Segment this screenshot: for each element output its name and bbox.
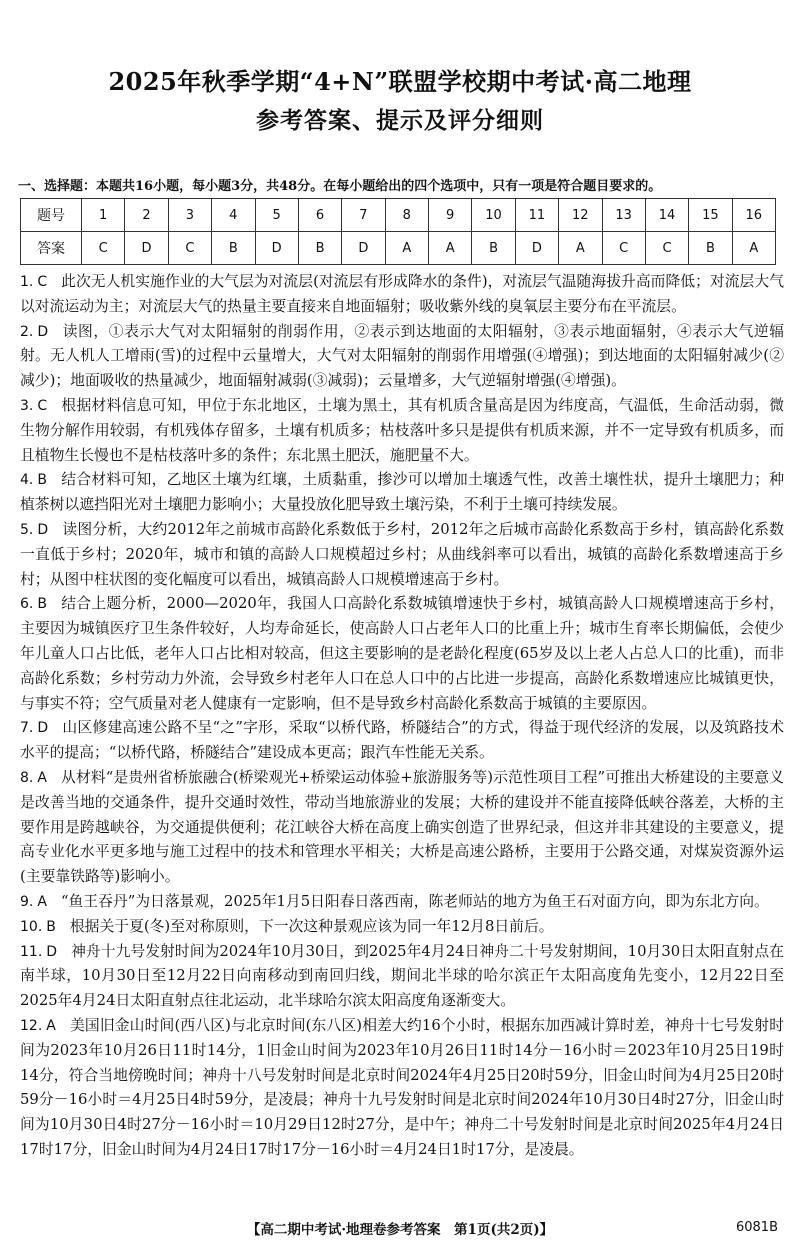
question-number-cell: 15 — [689, 199, 732, 232]
item-answer: B — [37, 472, 47, 489]
item-number: 7. — [20, 720, 34, 737]
item-number: 9. — [20, 893, 34, 910]
question-number-cell: 11 — [515, 199, 558, 232]
item-answer: B — [37, 596, 47, 613]
question-number-cell: 14 — [645, 199, 688, 232]
item-answer: D — [37, 323, 49, 340]
answer-cell: A — [559, 232, 602, 265]
answer-cell: A — [429, 232, 472, 265]
item-text: 读图，①表示大气对太阳辐射的削弱作用，②表示到达地面的太阳辐射，③表示地面辐射，④表示大气逆辐射。无人机人工增雨(雪)的过程中云量增大，大气对太阳辐射的削弱作用增强(④增强)；到达地面的太阳辐射减少(②减少)；地面吸收的热量减少，地面辐射减弱(③减弱)；云量增多，大气逆辐射增强(④增强)。 — [20, 322, 784, 390]
item-number: 4. — [20, 472, 34, 489]
answer-cell: D — [515, 232, 558, 265]
item-answer: A — [37, 769, 47, 786]
item-number: 11. — [20, 943, 43, 960]
item-text: 根据关于夏(冬)至对称原则，下一次这种景观应该为同一年12月8日前后。 — [69, 917, 554, 935]
answer-cell: D — [255, 232, 298, 265]
item-answer: D — [37, 720, 49, 737]
item-text: 山区修建高速公路不呈“之”字形，采取“以桥代路，桥隧结合”的方式，得益于现代经济的发展，以及筑路技术水平的提高；“以桥代路，桥隧结合”建设成本更高；跟汽车性能无关系。 — [20, 719, 784, 762]
explanation-item — [20, 468, 784, 518]
row-label-number: 题号 — [21, 199, 82, 232]
question-number-cell: 12 — [559, 199, 602, 232]
answer-cell: D — [342, 232, 385, 265]
item-number: 10. — [20, 918, 43, 935]
explanation-item — [20, 716, 784, 766]
question-number-cell: 8 — [385, 199, 428, 232]
explanation-item — [20, 270, 784, 320]
answer-cell: B — [298, 232, 341, 265]
question-number-cell: 13 — [602, 199, 645, 232]
question-number-cell: 5 — [255, 199, 298, 232]
item-answer: D — [46, 943, 58, 960]
answer-table — [20, 198, 776, 265]
page-subtitle: 参考答案、提示及评分细则 — [256, 107, 544, 134]
item-answer: C — [37, 274, 48, 290]
explanation-item — [20, 940, 784, 1014]
question-number-cell: 9 — [429, 199, 472, 232]
explanation-item — [20, 592, 784, 716]
question-number-cell: 6 — [298, 199, 341, 232]
item-number: 3. — [20, 397, 34, 414]
answer-cell: C — [168, 232, 211, 265]
item-text: 神舟十九号发射时间为2024年10月30日，到2025年4月24日神舟二十号发射期间，10月30日太阳直射点在南半球，10月30日至12月22日向南移动到南回归线，期间北半球的哈尔滨正午太阳高度角先变小，12月22日至2025年4月24日太阳直射点往北运动，北半球哈尔滨太阳高度角逐渐变大。 — [20, 942, 784, 1010]
item-number: 8. — [20, 769, 34, 786]
question-number-cell: 3 — [168, 199, 211, 232]
explanation-item — [20, 890, 784, 915]
page-title: 2025年秋季学期“4+N”联盟学校期中考试·高二地理 — [108, 67, 692, 96]
question-number-cell: 2 — [125, 199, 168, 232]
answer-cell: B — [689, 232, 732, 265]
question-number-cell: 4 — [212, 199, 255, 232]
item-text: 结合上题分析，2000—2020年，我国人口高龄化系数城镇增速快于乡村，城镇高龄人口规模增速高于乡村，主要因为城镇医疗卫生条件较好，人均寿命延长，使高龄人口占老年人口的比重上升；城市生育率长期偏低，会使少年儿童人口占比低，老年人口占比相对较高，但这主要影响的是老龄化程度(65岁及以上老人占总人口的比重)，而非高龄化系数；乡村劳动力外流，会导致乡村老年人口在总人口中的占比进一步提高，高龄化系数增速应比城镇更快，与事实不符；空气质量对老人健康有一定影响，但不是导致乡村高龄化系数高于城镇的主要原因。 — [20, 595, 784, 712]
question-number-cell: 16 — [732, 199, 775, 232]
question-number-cell: 10 — [472, 199, 515, 232]
item-text: 读图分析，大约2012年之前城市高龄化系数低于乡村，2012年之后城市高龄化系数高于乡村，镇高龄化系数一直低于乡村；2020年，城市和镇的高龄人口规模超过乡村；从曲线斜率可以看出，城镇的高龄化系数增速高于乡村；从图中柱状图的变化幅度可以看出，城镇高龄人口规模增速高于乡村。 — [20, 520, 784, 588]
page-footer: 【高二期中考试·地理卷参考答案 第1页(共2页)】 — [246, 1222, 554, 1238]
answer-cell: B — [212, 232, 255, 265]
item-text: 从材料“是贵州省桥旅融合(桥梁观光+桥梁运动体验+旅游服务等)示范性项目工程”可推出大桥建设的主要意义是改善当地的交通条件，提升交通时效性，带动当地旅游业的发展；大桥的建设并不能直接降低峡谷落差，大桥的主要作用是跨越峡谷，为交通提供便利；花江峡谷大桥在高度上确实创造了世界纪录，但这并非其建设的主要意义，提高专业化水平更多地与施工过程中的技术和管理水平相关；大桥是高速公路桥，主要用于公路交通，对煤炭资源外运(主要靠铁路等)影响小。 — [20, 768, 784, 886]
item-number: 1. — [20, 274, 34, 290]
item-number: 5. — [20, 521, 34, 538]
question-number-row — [21, 199, 776, 232]
item-answer: A — [46, 1017, 56, 1034]
answer-cell: C — [645, 232, 688, 265]
explanation-item — [20, 1014, 784, 1163]
explanation-item — [20, 915, 784, 940]
item-number: 12. — [20, 1017, 43, 1034]
item-answer: A — [37, 893, 47, 910]
question-number-cell: 7 — [342, 199, 385, 232]
row-label-answer: 答案 — [21, 232, 82, 265]
explanation-list — [20, 270, 784, 1163]
item-text: 美国旧金山时间(西八区)与北京时间(东八区)相差大约16个小时，根据东加西减计算时差，神舟十七号发射时间为2023年10月26日11时14分，1旧金山时间为2023年10月26日11时14分－16小时＝2023年10月25日19时14分，符合当地傍晚时间；神舟十八号发射时间是北京时间2024年4月25日20时59分，旧金山时间为4月25日20时59分－16小时＝4月25日4时59分，是凌晨；神舟十九号发射时间是北京时间2024年10月30日4时27分，旧金山时间为10月30日4时27分－16小时＝10月29日12时27分，是中午；神舟二十号发射时间是北京时间2025年4月24日17时17分，旧金山时间为4月24日17时17分－16小时＝4月24日1时17分，是凌晨。 — [20, 1016, 784, 1158]
explanation-item — [20, 320, 784, 394]
item-answer: C — [37, 397, 48, 414]
item-text: “鱼王吞丹”为日落景观，2025年1月5日阳春日落西南，陈老师站的地方为鱼王石对面方向，即为东北方向。 — [60, 892, 769, 910]
item-answer: D — [37, 521, 49, 538]
answer-cell: D — [125, 232, 168, 265]
explanation-item — [20, 518, 784, 592]
item-number: 6. — [20, 596, 34, 613]
answer-cell: A — [385, 232, 428, 265]
answer-cell: C — [602, 232, 645, 265]
paper-code: 6081B — [735, 1220, 778, 1235]
item-text: 此次无人机实施作业的大气层为对流层(对流层有形成降水的条件)，对流层气温随海拔升高而降低；对流层大气以对流运动为主；对流层大气的热量主要直接来自地面辐射；吸收紫外线的臭氧层主要分布在平流层。 — [20, 273, 784, 315]
explanation-item — [20, 766, 784, 890]
item-answer: B — [46, 918, 56, 935]
answer-cell: C — [82, 232, 125, 265]
question-number-cell: 1 — [82, 199, 125, 232]
item-text: 结合材料可知，乙地区土壤为红壤，土质黏重，掺沙可以增加土壤透气性，改善土壤性状，提升土壤肥力；种植茶树以遮挡阳光对土壤肥力影响小；大量投放化肥导致土壤污染，不利于土壤可持续发展。 — [20, 471, 784, 514]
explanation-item — [20, 394, 784, 468]
item-text: 根据材料信息可知，甲位于东北地区，土壤为黑土，其有机质含量高是因为纬度高，气温低，生命活动弱，微生物分解作用较弱，有机残体存留多，土壤有机质多；枯枝落叶多只是提供有机质来源，并不一定导致有机质多，而且植物生长慢也不是枯枝落叶多的条件；东北黑土肥沃，施肥量不大。 — [20, 396, 784, 464]
answer-cell: A — [732, 232, 775, 265]
item-number: 2. — [20, 323, 34, 340]
section-heading: 一、选择题：本题共16小题，每小题3分，共48分。在每小题给出的四个选项中，只有一项是符合题目要求的。 — [18, 179, 662, 194]
answer-cell: B — [472, 232, 515, 265]
answer-row — [21, 232, 776, 265]
